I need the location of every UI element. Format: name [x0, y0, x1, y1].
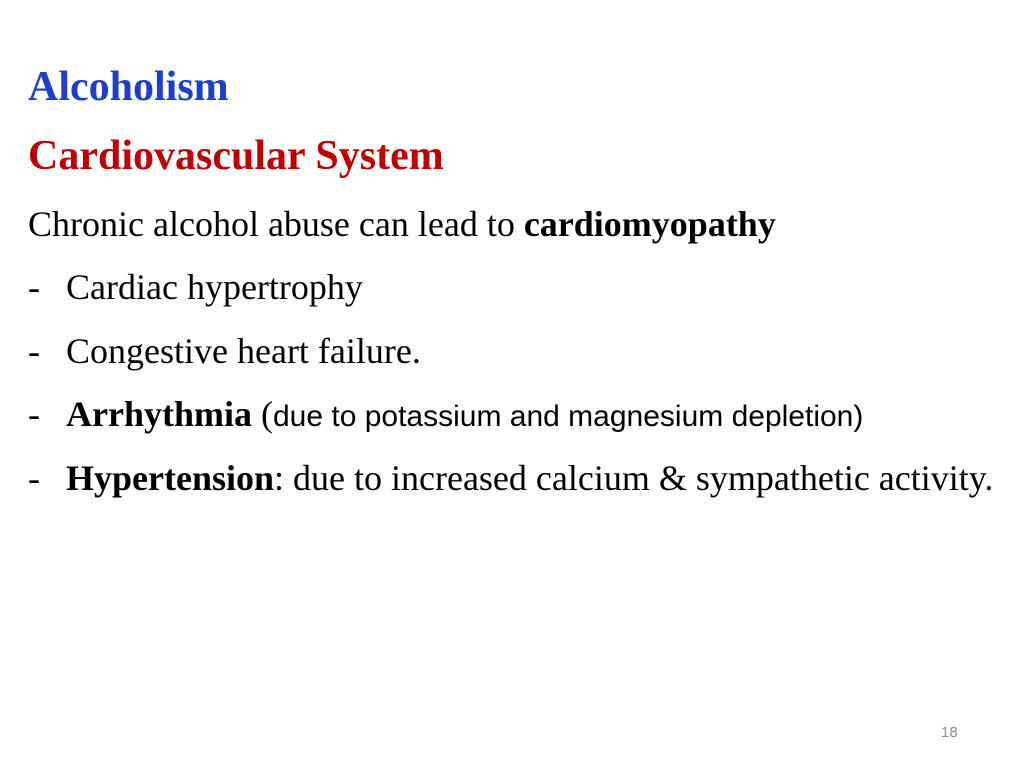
slide-subtitle: Cardiovascular System: [28, 133, 444, 179]
bullet-item: [28, 267, 998, 308]
bullet-paren-open: (: [251, 394, 273, 435]
bullet-dash: -: [28, 267, 40, 308]
bullet-bold-term: Arrhythmia: [66, 394, 252, 435]
bullet-dash: -: [28, 330, 40, 371]
bullet-list: [28, 267, 998, 499]
bullet-item: [28, 458, 998, 499]
bullet-text: Cardiac hypertrophy: [66, 267, 363, 308]
intro-line: [28, 204, 998, 245]
bullet-item: [28, 331, 998, 372]
intro-bold-term: cardiomyopathy: [523, 204, 776, 244]
bullet-item: [28, 394, 998, 435]
bullet-dash: -: [28, 394, 40, 435]
bullet-text: Congestive heart failure.: [66, 330, 421, 371]
bullet-dash: -: [28, 457, 40, 498]
slide-body: [28, 204, 998, 521]
bullet-paren-close: ): [853, 400, 864, 434]
page-number: 18: [941, 724, 958, 741]
bullet-note: due to potassium and magnesium depletion: [272, 400, 854, 434]
bullet-text: : due to increased calcium & sympathetic activity.: [274, 457, 994, 498]
intro-text: Chronic alcohol abuse can lead to: [28, 204, 524, 244]
bullet-bold-term: Hypertension: [66, 457, 275, 498]
slide-title: Alcoholism: [28, 64, 229, 110]
